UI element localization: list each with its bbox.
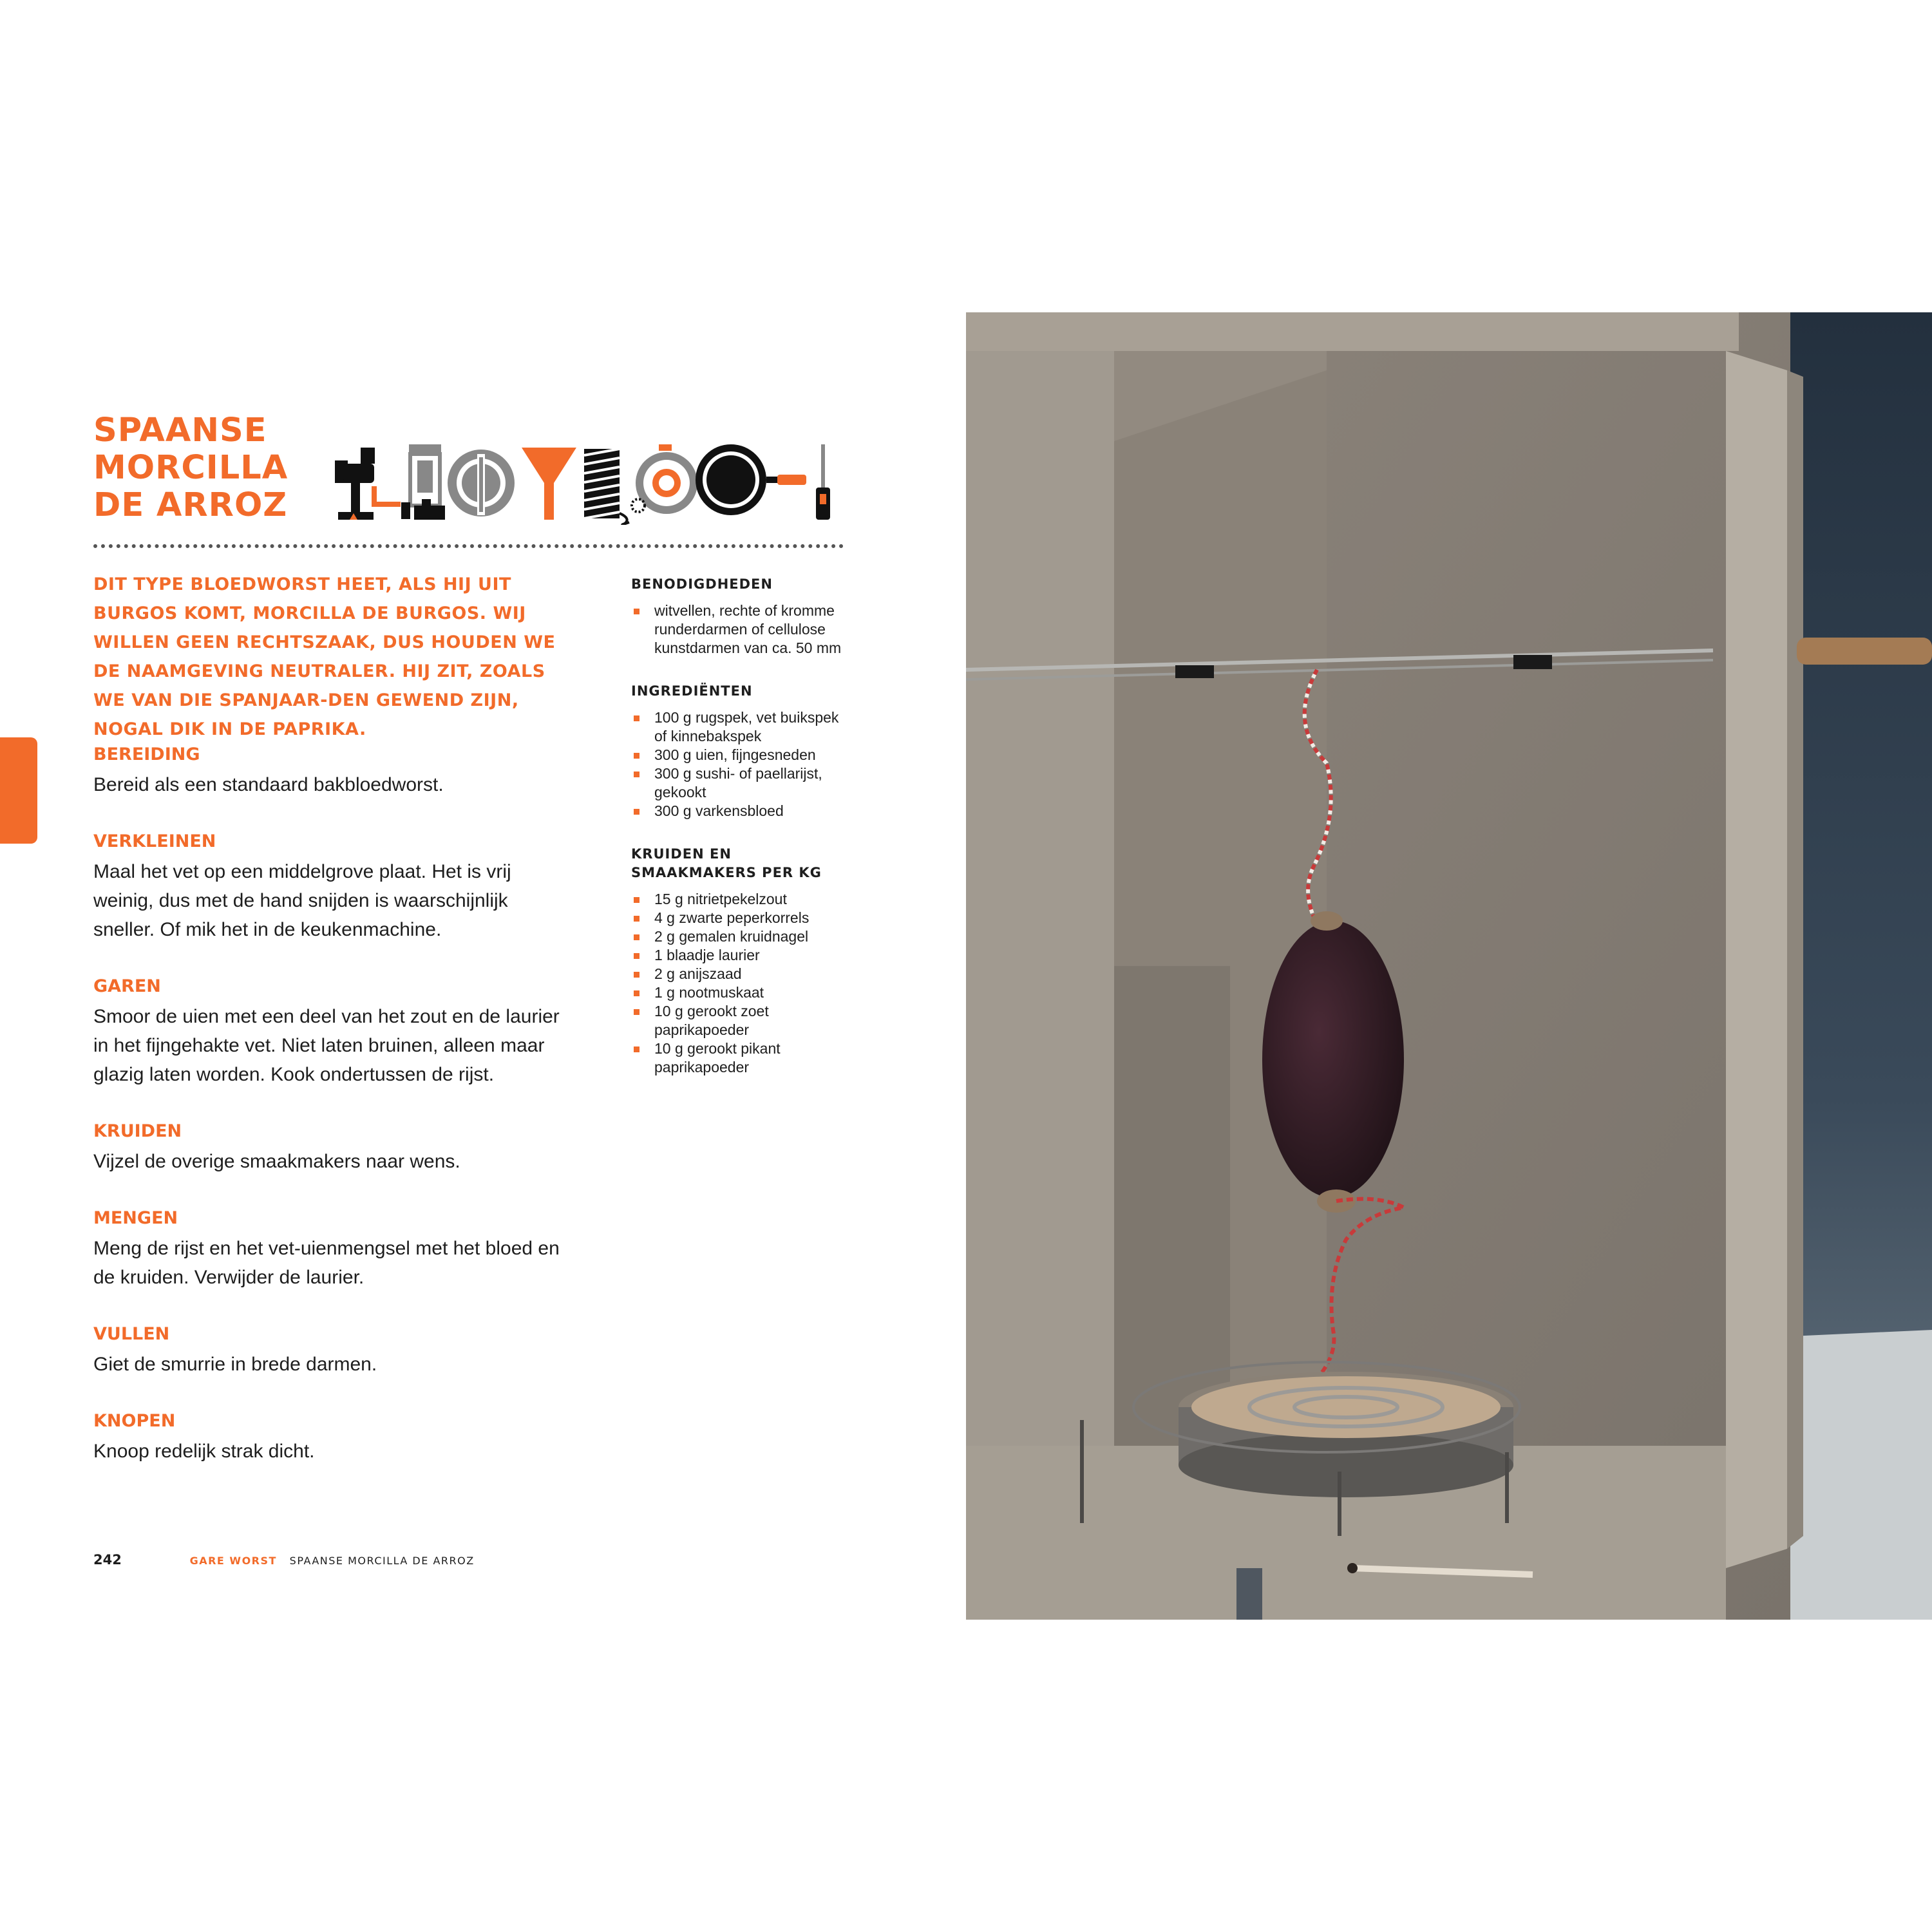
- footer-title: SPAANSE MORCILLA DE ARROZ: [289, 1555, 475, 1567]
- step-heading: KRUIDEN: [93, 1121, 182, 1141]
- list-item: 15 g nitrietpekelzout: [631, 890, 844, 909]
- step: [93, 741, 570, 799]
- list-item: 300 g sushi- of paellarijst, gekookt: [631, 764, 844, 802]
- equipment-icons: [332, 441, 847, 525]
- list-item: 4 g zwarte peperkorrels: [631, 909, 844, 927]
- step-text: Knoop redelijk strak dicht.: [93, 1441, 315, 1462]
- intro-text: DIT TYPE BLOEDWORST HEET, ALS HIJ UIT BURGOS KOMT, MORCILLA DE BURGOS. WIJ WILLEN GEEN RECHTSZAAK, DUS HOUDEN WE DE NAAMGEVING NEUTRALER. HIJ ZIT, ZOALS WE VAN DIE SPANJAAR-DEN GEWEND ZIJN, NOGAL DIK IN DE PAPRIKA.: [93, 574, 556, 739]
- list-item: 300 g varkensbloed: [631, 802, 844, 820]
- frying-pan-icon: [696, 444, 806, 515]
- title-line: SPAANSE: [93, 412, 267, 450]
- step-heading: VULLEN: [93, 1324, 170, 1344]
- equipment-list: [631, 601, 844, 658]
- step: [93, 1407, 570, 1466]
- equipment-heading: BENODIGDHEDEN: [631, 576, 773, 592]
- step: [93, 1117, 570, 1176]
- ingredients-sidebar: [631, 575, 844, 1101]
- step-heading: MENGEN: [93, 1208, 178, 1228]
- thermometer-icon: [816, 444, 830, 520]
- list-item: 10 g gerookt zoet paprikapoeder: [631, 1002, 844, 1039]
- list-item: 10 g gerookt pikant paprikapoeder: [631, 1039, 844, 1077]
- step-text: Vijzel de overige smaakmakers naar wens.: [93, 1151, 460, 1172]
- list-item: 2 g anijszaad: [631, 965, 844, 983]
- steamer-pot-icon: [632, 444, 697, 514]
- method-steps: [93, 741, 570, 1494]
- step-heading: KNOPEN: [93, 1411, 176, 1431]
- photo-illustration: [966, 312, 1932, 1620]
- page-number: 242: [93, 1552, 122, 1567]
- sausage-stuffer-icon: [401, 444, 445, 520]
- title-line: MORCILLA: [93, 449, 289, 487]
- list-item: 300 g uien, fijngesneden: [631, 746, 844, 764]
- step-heading: GAREN: [93, 976, 161, 996]
- recipe-title: [93, 412, 306, 524]
- title-line: DE ARROZ: [93, 486, 288, 524]
- step-text: Bereid als een standaard bakbloedworst.: [93, 774, 444, 795]
- food-processor-icon: [448, 450, 515, 516]
- smoking-box-photo: [966, 312, 1932, 1620]
- list-item: witvellen, rechte of kromme runderdarmen of cellulose kunstdarmen van ca. 50 mm: [631, 601, 844, 658]
- step-text: Giet de smurrie in brede darmen.: [93, 1354, 377, 1375]
- page-footer: [93, 1552, 475, 1567]
- step-text: Smoor de uien met een deel van het zout en de laurier in het fijngehakte vet. Niet laten bruinen, alleen maar glazig laten worden. Kook ondertussen de rijst.: [93, 1006, 560, 1085]
- funnel-icon: [522, 448, 576, 520]
- step: [93, 972, 570, 1089]
- ingredients-list: [631, 708, 844, 820]
- list-item: 2 g gemalen kruidnagel: [631, 927, 844, 946]
- step-text: Meng de rijst en het vet-uienmengsel met het bloed en de kruiden. Verwijder de laurier.: [93, 1238, 560, 1288]
- spices-heading: KRUIDEN EN SMAAKMAKERS PER KG: [631, 846, 822, 880]
- section-tab: [0, 737, 37, 844]
- list-item: 100 g rugspek, vet buikspek of kinnebakspek: [631, 708, 844, 746]
- spices-list: [631, 890, 844, 1077]
- step: [93, 1320, 570, 1379]
- ingredients-heading: INGREDIËNTEN: [631, 683, 753, 699]
- twine-icon: [584, 449, 629, 525]
- step-heading: VERKLEINEN: [93, 831, 216, 851]
- list-item: 1 blaadje laurier: [631, 946, 844, 965]
- step: [93, 1204, 570, 1292]
- list-item: 1 g nootmuskaat: [631, 983, 844, 1002]
- step-heading: BEREIDING: [93, 744, 200, 764]
- step-text: Maal het vet op een middelgrove plaat. Het is vrij weinig, dus met de hand snijden is waarschijnlijk sneller. Of mik het in de keukenmachine.: [93, 861, 511, 940]
- step: [93, 828, 570, 944]
- meat-grinder-icon: [335, 448, 401, 520]
- title-divider: [93, 544, 844, 548]
- footer-category: GARE WORST: [189, 1555, 277, 1567]
